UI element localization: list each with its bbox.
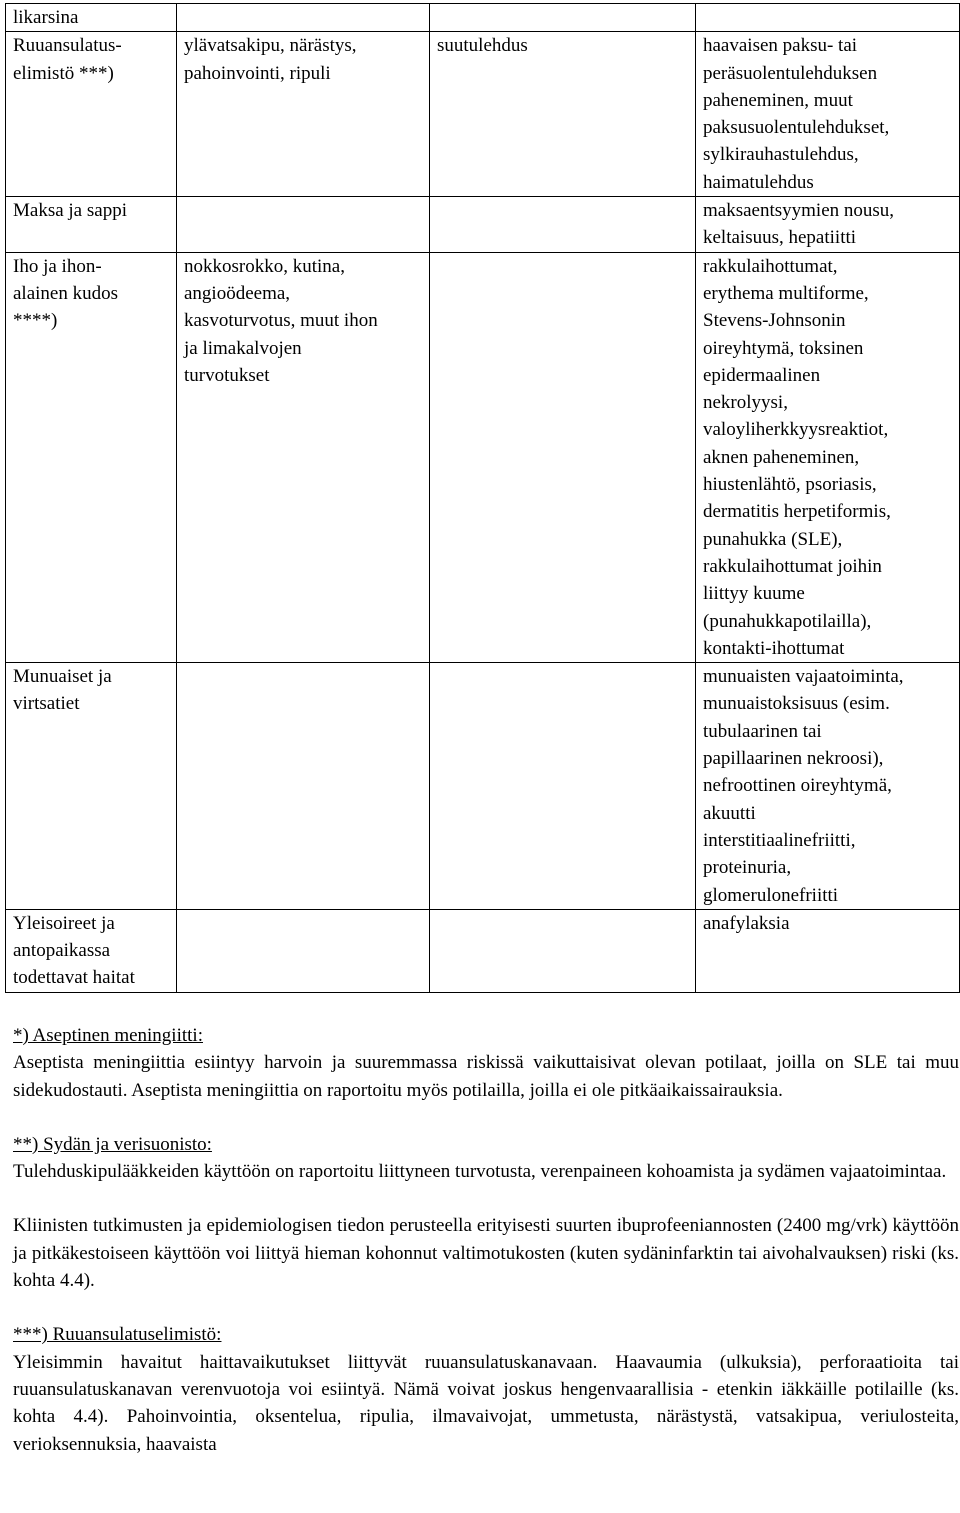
table-row — [6, 197, 960, 253]
footnotes-section — [13, 1022, 959, 1458]
organ-class-cell: Maksa ja sappi — [6, 197, 177, 253]
note-paragraph: Tulehduskipulääkkeiden käyttöön on raportoitu liittyneen turvotusta, verenpaineen kohoamista ja sydämen vajaatoimintaa. — [13, 1161, 947, 1183]
adverse-reactions-table — [5, 3, 960, 993]
common-cell: nokkosrokko, kutina, angioödeema, kasvoturvotus, muut ihon ja limakalvojen turvotukset — [177, 252, 430, 662]
organ-class-cell: Yleisoireet ja antopaikassa todettavat haitat — [6, 909, 177, 992]
organ-class-cell: likarsina — [6, 4, 177, 32]
note-paragraph: Yleisimmin havaitut haittavaikutukset liittyvät ruuansulatuskanavaan. Haavaumia (ulkuksia), perforaatioita tai ruuansulatuskanavan verenvuotoja voi esiintyä. Nämä voivat joskus hengenvaarallisia - etenkin iäkkäille potilaille (ks. kohta 4.4). Pahoinvointia, oksentelua, ripulia, ilmavaivojat, ummetusta, närästystä, vatsakipua, veriulosteita, verioksennuksia, haavaista — [13, 1351, 959, 1455]
table-row — [6, 909, 960, 992]
uncommon-cell: suutulehdus — [430, 32, 696, 197]
note-title: ***) Ruuansulatuselimistö: — [13, 1324, 222, 1346]
uncommon-cell — [430, 663, 696, 910]
rare-cell — [696, 4, 960, 32]
common-cell — [177, 197, 430, 253]
uncommon-cell — [430, 197, 696, 253]
rare-cell: rakkulaihottumat, erythema multiforme, Stevens-Johnsonin oireyhtymä, toksinen epidermaalinen nekrolyysi, valoyliherkkyysreaktiot, aknen paheneminen, hiustenlähtö, psoriasis, dermatitis herpetiformis, punahukka (SLE), rakkulaihottumat joihin liittyy kuume (punahukkapotilailla), kontakti-ihottumat — [696, 252, 960, 662]
table-row — [6, 252, 960, 662]
uncommon-cell — [430, 909, 696, 992]
table-row — [6, 663, 960, 910]
common-cell: ylävatsakipu, närästys, pahoinvointi, ripuli — [177, 32, 430, 197]
rare-cell: maksaentsyymien nousu, keltaisuus, hepatiitti — [696, 197, 960, 253]
rare-cell: anafylaksia — [696, 909, 960, 992]
common-cell — [177, 4, 430, 32]
uncommon-cell — [430, 252, 696, 662]
note-title: *) Aseptinen meningiitti: — [13, 1025, 203, 1046]
note-paragraph: Aseptista meningiittia esiintyy harvoin ja suuremmassa riskissä vaikuttaisivat olevan potilaat, joilla on SLE tai muu sidekudostauti. Aseptista meningiittia on raportoitu myös potilailla, joilla ei ole pitkäaikaissairauksia. — [13, 1052, 959, 1101]
table-row — [6, 4, 960, 32]
organ-class-cell: Munuaiset ja virtsatiet — [6, 663, 177, 910]
rare-cell: munuaisten vajaatoiminta, munuaistoksisuus (esim. tubulaarinen tai papillaarinen nekroosi), nefroottinen oireyhtymä, akuutti interstitiaalinefriitti, proteinuria, glomerulonefriitti — [696, 663, 960, 910]
note-title: **) Sydän ja verisuonisto: — [13, 1133, 212, 1155]
organ-class-cell: Iho ja ihon- alainen kudos ****) — [6, 252, 177, 662]
rare-cell: haavaisen paksu- tai peräsuolentulehduksen paheneminen, muut paksusuolentulehdukset, sylkirauhastulehdus, haimatulehdus — [696, 32, 960, 197]
note-paragraph: Kliinisten tutkimusten ja epidemiologisen tiedon perusteella erityisesti suurten ibuprofeeniannosten (2400 mg/vrk) käyttöön ja pitkäkestoiseen käyttöön voi liittyä hieman kohonnut valtimotukosten (kuten sydäninfarktin tai aivohalvauksen) riski (ks. kohta 4.4). — [13, 1215, 959, 1292]
organ-class-cell: Ruuansulatus- elimistö ***) — [6, 32, 177, 197]
note-aseptic-meningitis — [13, 1022, 959, 1104]
table-row — [6, 32, 960, 197]
common-cell — [177, 663, 430, 910]
common-cell — [177, 909, 430, 992]
note-gastrointestinal — [13, 1321, 959, 1457]
uncommon-cell — [430, 4, 696, 32]
note-cardiovascular — [13, 1131, 959, 1294]
